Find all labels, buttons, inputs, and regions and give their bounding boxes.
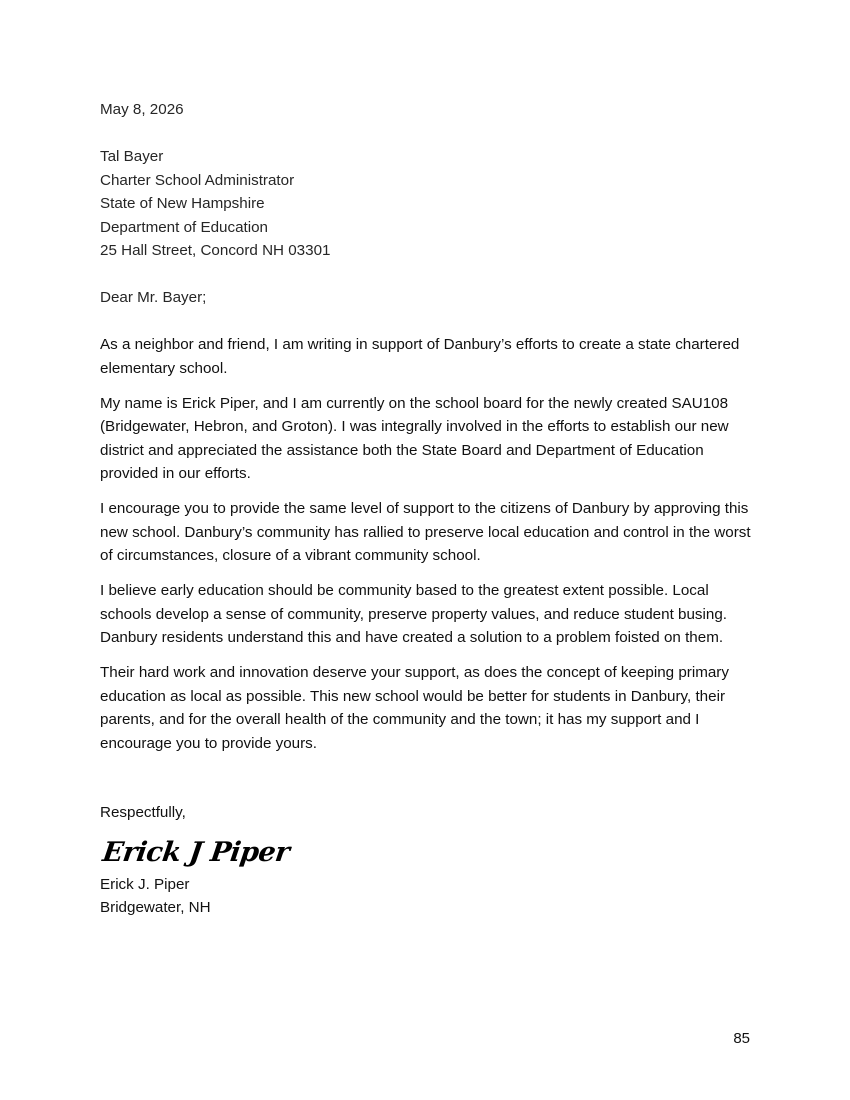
- salutation: Dear Mr. Bayer;: [100, 289, 207, 306]
- body-paragraph: I encourage you to provide the same level of support to the citizens of Danbury by approving this new school. Danbury’s community has rallied to preserve local education and control in the worst of circumstances, closure of a vibrant community school.: [100, 500, 751, 564]
- recipient-title: Charter School Administrator: [100, 171, 295, 189]
- letter-body: [100, 98, 752, 920]
- recipient-name: Tal Bayer: [100, 148, 164, 165]
- recipient-address: [100, 145, 752, 263]
- sender-name: Erick J. Piper: [100, 875, 190, 893]
- closing: Respectfully,: [100, 804, 186, 821]
- sender-block: [100, 873, 752, 920]
- body-paragraph: Their hard work and innovation deserve your support, as does the concept of keeping primary education as local as possible. This new school would be better for students in Danbury, their parents, and for the overall health of the community and the town; it has my support and I encourage you to provide yours.: [100, 664, 729, 752]
- body-paragraph: I believe early education should be community based to the greatest extent possible. Local schools develop a sense of community, preserve property values, and reduce student busing. Danbury residents understand this and have created a solution to a problem foisted on them.: [100, 582, 727, 646]
- page-number: 85: [733, 1030, 750, 1047]
- sender-location: Bridgewater, NH: [100, 899, 211, 916]
- recipient-state: State of New Hampshire: [100, 195, 265, 212]
- letter-date: May 8, 2026: [100, 101, 184, 118]
- handwritten-signature: Erick J Piper: [100, 836, 292, 868]
- body-paragraph: My name is Erick Piper, and I am currently on the school board for the newly created SAU108 (Bridgewater, Hebron, and Groton). I was integrally involved in the efforts to establish our new district and appreciated the assistance both the State Board and Department of Education provided in our efforts.: [100, 394, 729, 482]
- recipient-street: 25 Hall Street, Concord NH 03301: [100, 242, 331, 259]
- recipient-department: Department of Education: [100, 218, 269, 236]
- body-paragraph: As a neighbor and friend, I am writing in support of Danbury’s efforts to create a state chartered elementary school.: [100, 336, 740, 377]
